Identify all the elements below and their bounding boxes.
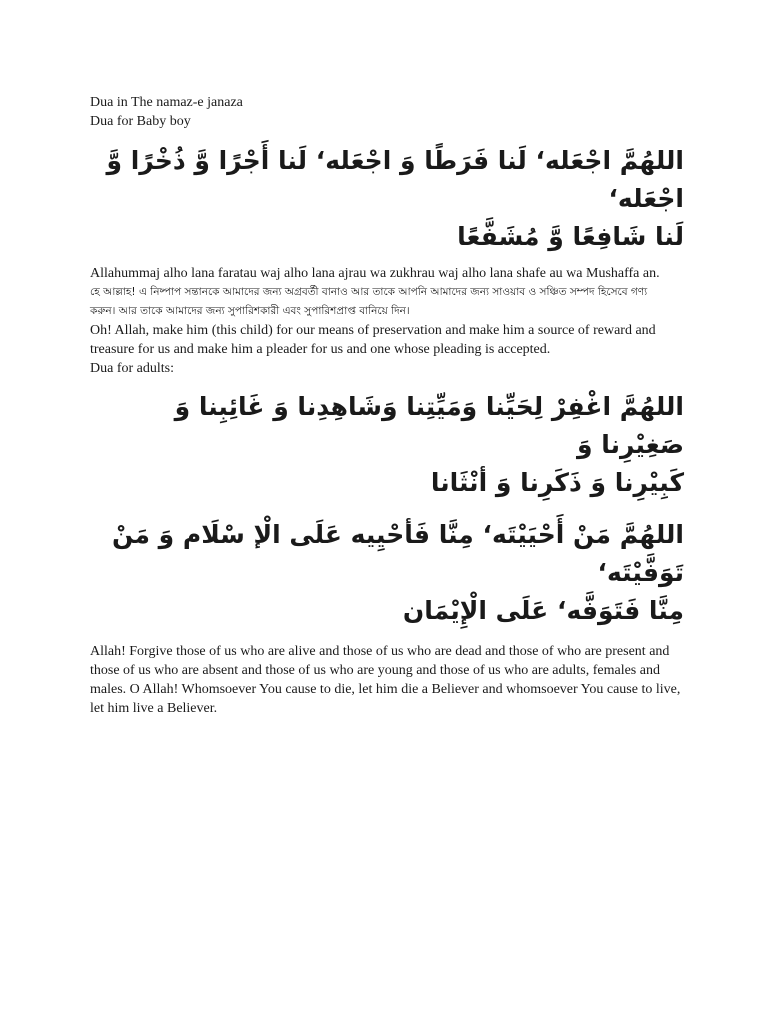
arabic-dua-adults-2-line-2: مِنَّا فَتَوَفَّه‘ عَلَى الْإِيْمَان	[402, 596, 684, 625]
bengali-line-2: করুন। আর তাকে আমাদের জন্য সুপারিশকারী এবং সুপারিশপ্রাপ্ত বানিয়ে দিন।	[90, 305, 410, 317]
bengali-line-1: হে আল্লাহ! এ নিষ্পাপ সন্তানকে আমাদের জন্য অগ্রবর্তী বানাও আর তাকে আপনি আমাদের জন্য সাওয়াব ও সঞ্চিত সম্পদ হিসেবে গণ্য	[90, 286, 648, 298]
arabic-dua-adults-2-line-1: اللهُمَّ مَنْ أَحْيَيْتَه‘ مِنَّا فَأحْيِيه عَلَى الْإ سْلَام وَ مَنْ تَوَفَّيْتَه‘	[111, 520, 684, 587]
bengali-translation	[90, 283, 690, 321]
arabic-dua-baby-line-1: اللهُمَّ اجْعَله‘ لَنا فَرَطًا وَ اجْعَله‘ لَنا أَجْرًا وَّ ذُخْرًا وَّ اجْعَله‘	[106, 146, 684, 213]
arabic-dua-adults-1-line-1: اللهُمَّ اغْفِرْ لِحَيِّنا وَمَيِّتِنا وَشَاهِدِنا وَ غَائِبِنا وَ صَغِيْرِنا وَ	[174, 392, 684, 459]
heading-namaz-e-janaza: Dua in The namaz-e janaza	[90, 95, 243, 110]
arabic-dua-adults-1-line-2: كَبِيْرِنا وَ ذَكَرِنا وَ أنْثَانا	[430, 468, 684, 497]
document-page	[90, 93, 690, 718]
arabic-dua-baby-line-2: لَنا شَافِعًا وَّ مُشَفَّعًا	[457, 222, 684, 251]
heading-dua-baby-boy: Dua for Baby boy	[90, 114, 191, 129]
arabic-dua-baby	[90, 142, 690, 256]
arabic-dua-adults-life-death	[90, 516, 690, 630]
english-translation-baby: Oh! Allah, make him (this child) for our means of preservation and make him a source of reward and treasure for us and make him a pleader for us and one whose pleading is accepted.	[90, 323, 656, 357]
transliteration-paragraph: Allahummaj alho lana faratau waj alho lana ajrau wa zukhrau waj alho lana shafe au wa Mushaffa an.	[90, 266, 660, 281]
english-translation-adults: Allah! Forgive those of us who are alive and those of us who are dead and those of who are present and those of us who are absent and those of us who are young and those of us who are adults, females and males. O Allah! Whomsoever You cause to die, let him die a Believer and whomsoever You cause to live, let him live a Believer.	[90, 644, 681, 716]
arabic-dua-adults-forgiveness	[90, 388, 690, 502]
heading-dua-adults: Dua for adults:	[90, 361, 174, 376]
